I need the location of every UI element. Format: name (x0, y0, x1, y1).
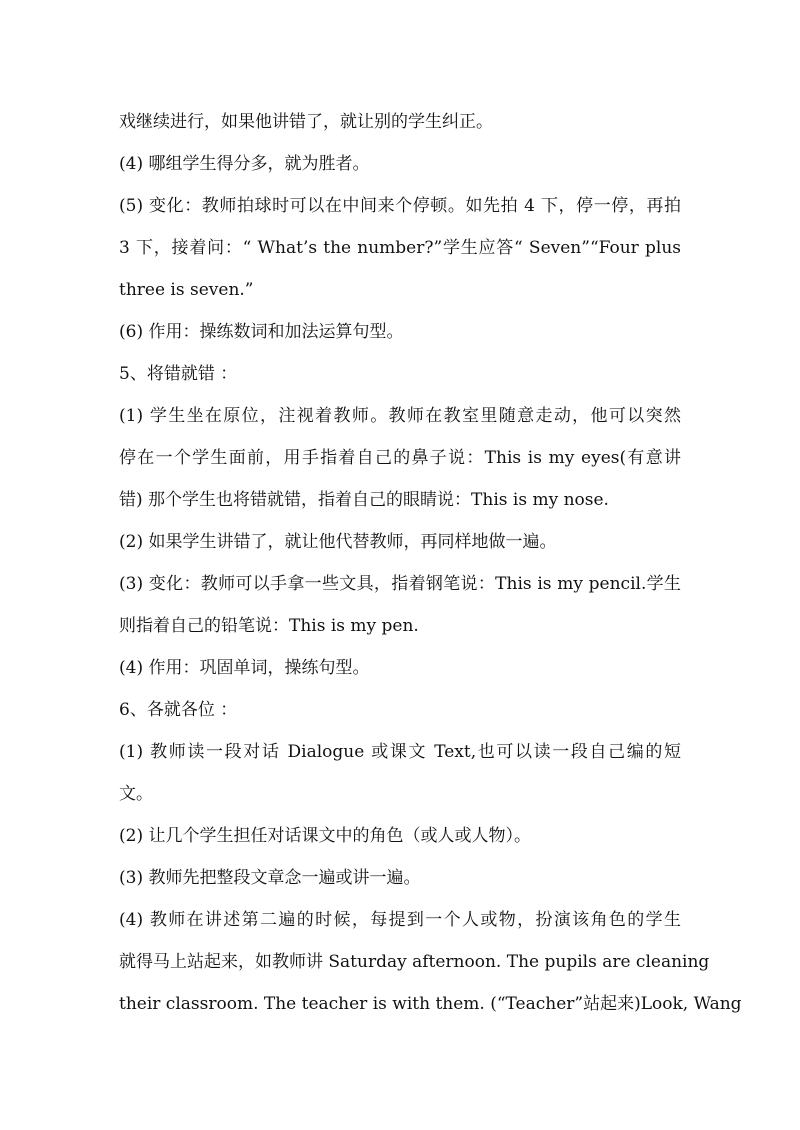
text-line: 戏继续进行，如果他讲错了，就让别的学生纠正。 (119, 112, 493, 132)
section-heading: 6、各就各位 ： (119, 700, 238, 720)
document-body (119, 101, 742, 1025)
text-line: their classroom. The teacher is with them. (“Teacher”站起来)Look, Wang (119, 994, 742, 1014)
text-line: 3 下，接着问：“ What’s the number?”学生应答“ Seven”“Four plus (119, 238, 681, 258)
text-line: (6) 作用：操练数词和加法运算句型。 (119, 322, 404, 342)
text-line: (2) 让几个学生担任对话课文中的角色（或人或人物）。 (119, 826, 531, 846)
text-line: (4) 作用：巩固单词，操练句型。 (119, 658, 370, 678)
text-line: 停在一个学生面前，用手指着自己的鼻子说：This is my eyes(有意讲 (119, 448, 681, 468)
text-line: 文。 (119, 784, 153, 804)
text-line: three is seven.” (119, 280, 254, 300)
section-heading: 5、将错就错 ： (119, 364, 238, 384)
text-line: (2) 如果学生讲错了，就让他代替教师，再同样地做一遍。 (119, 532, 557, 552)
text-line: (3) 教师先把整段文章念一遍或讲一遍。 (119, 868, 421, 888)
text-line: (3) 变化：教师可以手拿一些文具，指着钢笔说：This is my pencil.学生 (119, 574, 681, 594)
text-line: 错) 那个学生也将错就错，指着自己的眼睛说：This is my nose. (119, 490, 609, 510)
text-line: 则指着自己的铅笔说：This is my pen. (119, 616, 419, 636)
text-line: (4) 教师在讲述第二遍的时候，每提到一个人或物，扮演该角色的学生 (119, 910, 681, 930)
text-line: 就得马上站起来，如教师讲 Saturday afternoon. The pupils are cleaning (119, 952, 710, 972)
text-line: (1) 教师读一段对话 Dialogue 或课文 Text,也可以读一段自己编的短 (119, 742, 681, 762)
text-line: (5) 变化：教师拍球时可以在中间来个停顿。如先拍 4 下，停一停，再拍 (119, 196, 681, 216)
text-line: (4) 哪组学生得分多，就为胜者。 (119, 154, 370, 174)
text-line: (1) 学生坐在原位，注视着教师。教师在教室里随意走动，他可以突然 (119, 406, 681, 426)
